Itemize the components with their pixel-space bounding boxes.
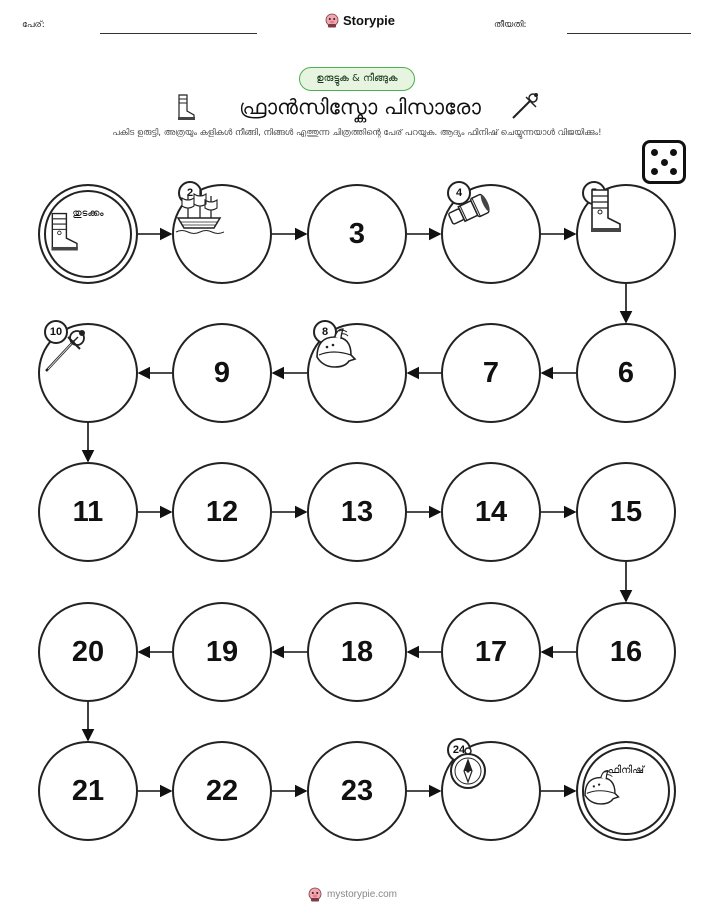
space-number: 16 [609,635,643,668]
board-space-6[interactable] [576,323,676,423]
space-number: 6 [617,356,635,389]
board-space-11[interactable] [38,462,138,562]
board-space-22[interactable] [172,741,272,841]
space-number: 15 [609,495,643,528]
space-number-badge: 8 [313,320,337,344]
space-number-badge: 10 [44,320,68,344]
board-space-5[interactable] [576,184,676,284]
space-number: 9 [213,356,231,389]
board-space-4[interactable] [441,184,541,284]
board-space-17[interactable] [441,602,541,702]
footer-url: mystorypie.com [327,888,398,900]
board-space-12[interactable] [172,462,272,562]
board-space-20[interactable] [38,602,138,702]
board-space-9[interactable] [172,323,272,423]
board-space-13[interactable] [307,462,407,562]
space-number: 3 [348,217,366,250]
space-number: 17 [474,635,508,668]
board-space-3[interactable] [307,184,407,284]
board-space-10[interactable] [38,323,138,423]
space-number: 22 [205,774,239,807]
space-number: 20 [71,635,105,668]
space-number-badge: 2 [178,181,202,205]
board-space-8[interactable] [307,323,407,423]
instructions: പകിട ഉരുട്ടി, അത്രയും കളികൾ നീങ്ങി, നിങ്ങൾ എത്തുന്ന ചിത്രത്തിന്റെ പേര് പറയുക. ആദ്യം ഫിനിഷ് ചെയ്യുന്നയാൾ വിജയിക്കും! [112,128,602,138]
name-label: പേര്: [22,20,45,30]
page-title: ഫ്രാൻസിസ്കോ പിസാരോ [239,95,481,119]
board-space-23[interactable] [307,741,407,841]
start-space[interactable] [38,184,138,284]
space-number: 18 [340,635,374,668]
space-number-badge: 4 [447,181,471,205]
date-label: തീയതി: [494,20,527,30]
space-number: 7 [482,356,500,389]
board-space-15[interactable] [576,462,676,562]
space-number: 12 [205,495,239,528]
pig-mascot-icon [308,886,322,902]
finish-label: ഫിനിഷ് [607,765,645,776]
board-space-21[interactable] [38,741,138,841]
space-number: 19 [205,635,239,668]
brand-name: Storypie [343,12,396,28]
space-number: 23 [340,774,374,807]
footer [308,886,397,902]
space-number: 13 [340,495,374,528]
activity-badge: ഉരുട്ടുക & നീങ്ങുക [299,67,415,91]
board-space-19[interactable] [172,602,272,702]
start-label: തുടക്കം [72,208,104,219]
board-space-24[interactable] [441,741,541,841]
space-number: 11 [72,495,104,528]
board-space-16[interactable] [576,602,676,702]
board-space-7[interactable] [441,323,541,423]
space-number-badge: 24 [447,738,471,762]
board-space-2[interactable] [172,184,272,284]
finish-space[interactable] [576,741,676,841]
board-space-18[interactable] [307,602,407,702]
space-number: 14 [474,495,508,528]
space-number: 21 [71,774,105,807]
board-space-14[interactable] [441,462,541,562]
